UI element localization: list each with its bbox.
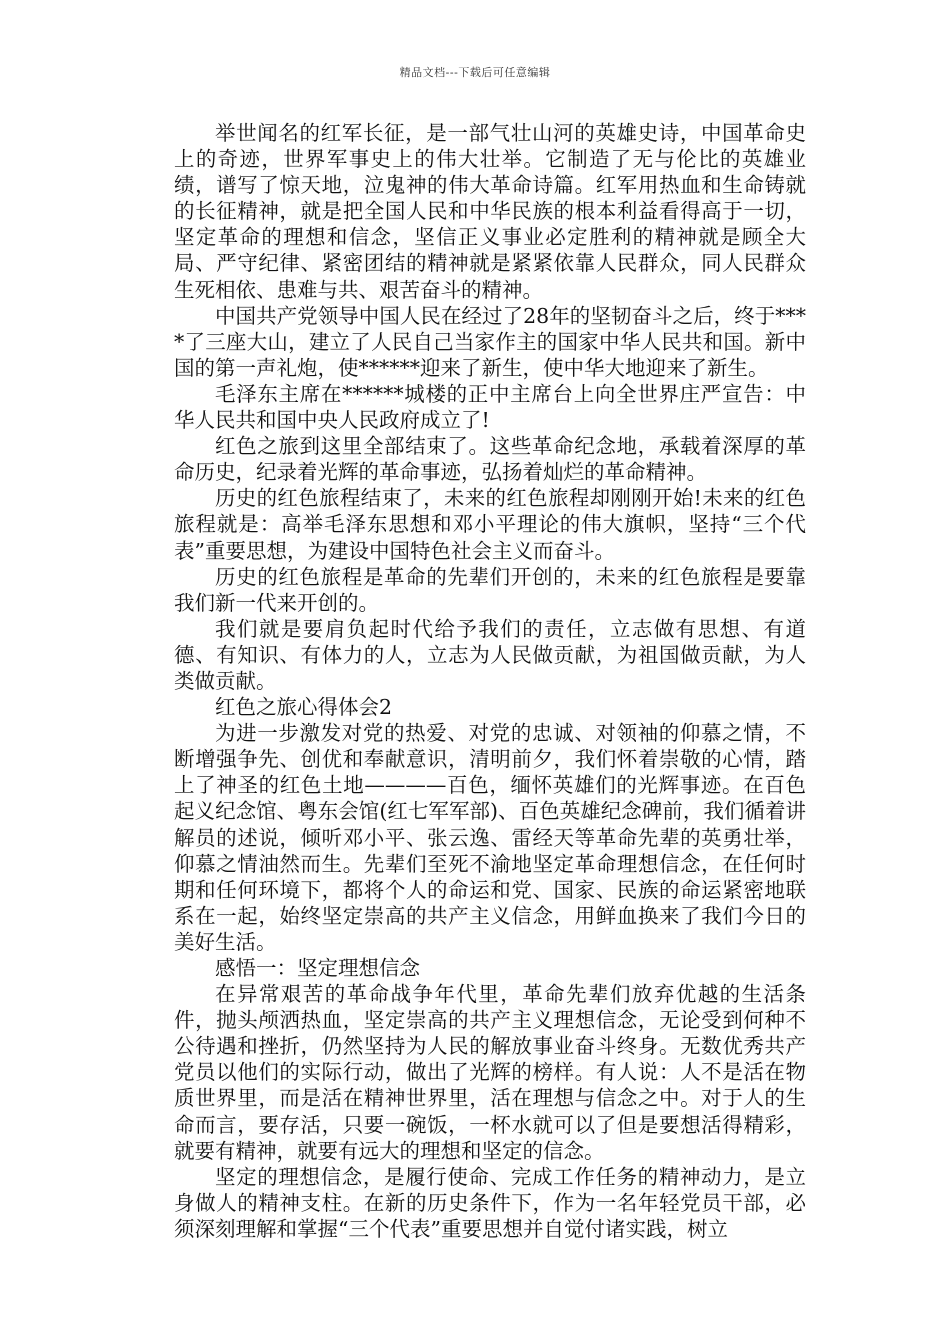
paragraph: 举世闻名的红军长征，是一部气壮山河的英雄史诗，中国革命史上的奇迹，世界军事史上的伟大壮举。它制造了无与伦比的英雄业绩，谱写了惊天地，泣鬼神的伟大革命诗篇。红军用热血和生命铸就的长征精神，就是把全国人民和中华民族的根本利益看得高于一切，坚定革命的理想和信念，坚信正义事业必定胜利的精神就是顾全大局、严守纪律、紧密团结的精神就是紧紧依靠人民群众，同人民群众生死相依、患难与共、艰苦奋斗的精神。 [174,121,806,302]
section-subtitle: 感悟一：坚定理想信念 [215,956,420,980]
paragraph: 红色之旅到这里全部结束了。这些革命纪念地，承载着深厚的革命历史，纪录着光辉的革命事迹，弘扬着灿烂的革命精神。 [174,434,806,485]
paragraph: 为进一步激发对党的热爱、对党的忠诚、对领袖的仰慕之情，不断增强争先、创优和奉献意识，清明前夕，我们怀着崇敬的心情，踏上了神圣的红色土地————百色，缅怀英雄们的光辉事迹。在百色起义纪念馆、粤东会馆(红七军军部)、百色英雄纪念碑前，我们循着讲解员的述说，倾听邓小平、张云逸、雷经天等革命先辈的英勇壮举，仰慕之情油然而生。先辈们至死不渝地坚定革命理想信念，在任何时期和任何环境下，都将个人的命运和党、国家、民族的命运紧密地联系在一起，始终坚定崇高的共产主义信念，用鲜血换来了我们今日的美好生活。 [174,721,806,954]
paragraph: 历史的红色旅程是革命的先辈们开创的，未来的红色旅程是要靠我们新一代来开创的。 [174,564,806,615]
paragraph: 历史的红色旅程结束了，未来的红色旅程却刚刚开始!未来的红色旅程就是：高举毛泽东思想和邓小平理论的伟大旗帜，坚持“三个代表”重要思想，为建设中国特色社会主义而奋斗。 [174,486,806,563]
document-body [174,120,806,1242]
paragraph: 在异常艰苦的革命战争年代里，革命先辈们放弃优越的生活条件，抛头颅洒热血，坚定崇高的共产主义理想信念，无论受到何种不公待遇和挫折，仍然坚持为人民的解放事业奋斗终身。无数优秀共产党员以他们的实际行动，做出了光辉的榜样。有人说：人不是活在物质世界里，而是活在精神世界里，活在理想与信念之中。对于人的生命而言，要存活，只要一碗饭，一杯水就可以了但是要想活得精彩，就要有精神，就要有远大的理想和坚定的信念。 [174,982,806,1163]
section-title: 红色之旅心得体会2 [215,695,393,720]
paragraph: 中国共产党领导中国人民在经过了28年的坚韧奋斗之后，终于****了三座大山，建立了人民自己当家作主的国家中华人民共和国。新中国的第一声礼炮，使******迎来了新生，使中华大地迎来了新生。 [174,303,806,380]
paragraph: 毛泽东主席在******城楼的正中主席台上向全世界庄严宣告：中华人民共和国中央人民政府成立了! [174,381,806,433]
paragraph: 坚定的理想信念，是履行使命、完成工作任务的精神动力，是立身做人的精神支柱。在新的历史条件下，作为一名年轻党员干部，必须深刻理解和掌握“三个代表”重要思想并自觉付诸实践，树立 [174,1164,806,1241]
paragraph: 我们就是要肩负起时代给予我们的责任，立志做有思想、有道德、有知识、有体力的人，立志为人民做贡献，为祖国做贡献，为人类做贡献。 [174,616,806,693]
page-header: 精品文档---下载后可任意编辑 [399,66,551,79]
